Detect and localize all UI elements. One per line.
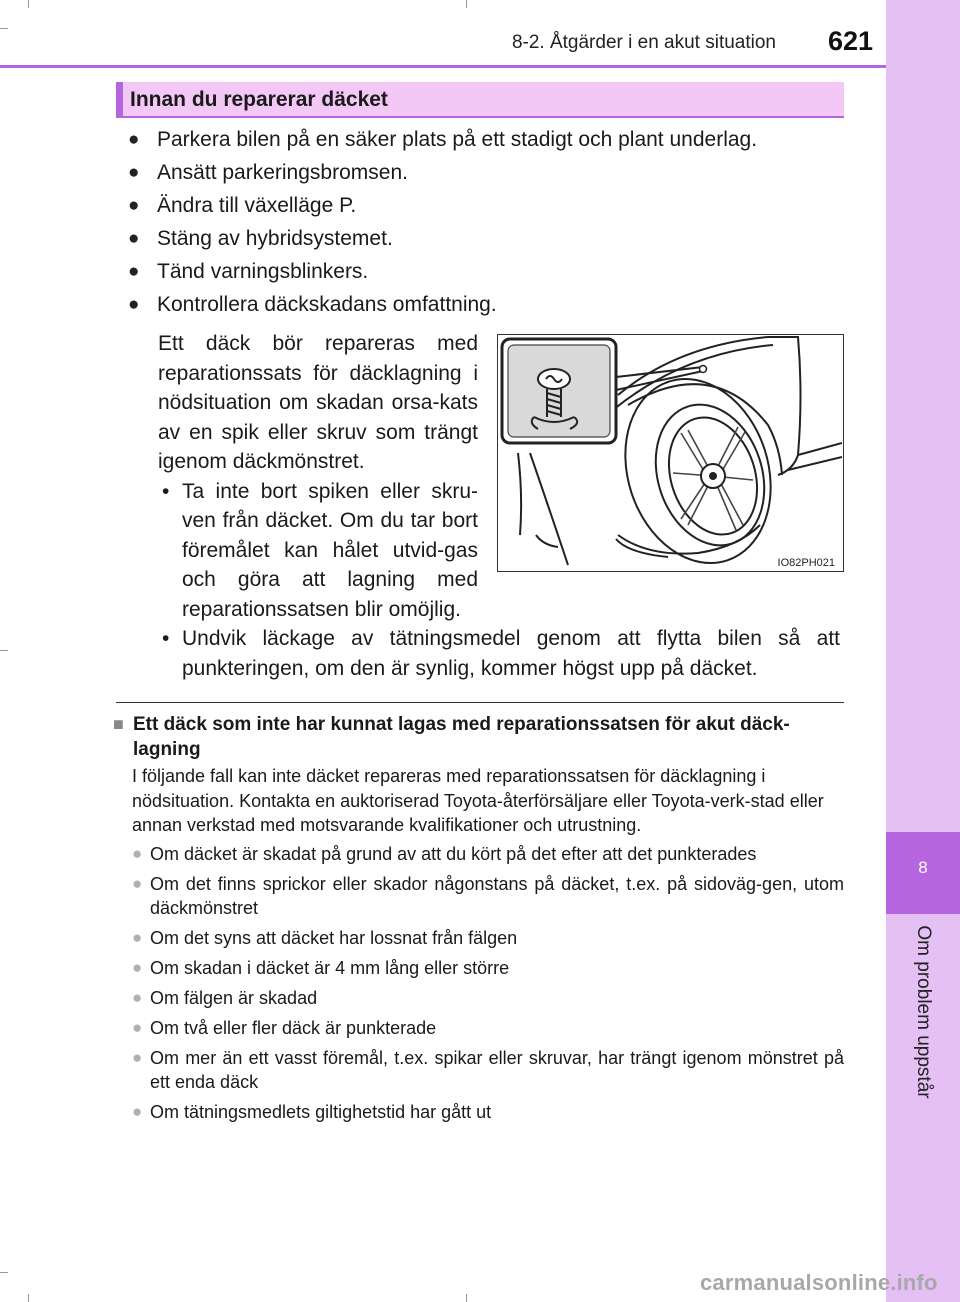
- list-item: [128, 192, 848, 225]
- page-number: 621: [828, 26, 874, 56]
- list-item-text: Om tätningsmedlets giltighetstid har gått ut: [150, 1102, 492, 1122]
- list-item-text: Ansätt parkeringsbromsen.: [157, 161, 408, 184]
- list-item: [128, 258, 848, 291]
- tire-drawing: [498, 335, 842, 570]
- sub-bullet: [158, 477, 478, 625]
- section-title: Innan du reparerar däcket: [130, 88, 388, 111]
- crop-mark: [0, 28, 8, 29]
- section-header: [116, 82, 844, 118]
- list-item-text: Om fälgen är skadad: [150, 988, 318, 1008]
- list-item-text: Om däcket är skadat på grund av att du kört på det efter att det punkterades: [150, 844, 757, 864]
- crop-mark: [466, 1294, 467, 1302]
- chapter-label: Om problem uppstår: [913, 925, 934, 1099]
- list-item-text: Om skadan i däcket är 4 mm lång eller större: [150, 958, 510, 978]
- bullet-icon: ●: [132, 1018, 143, 1037]
- list-item: [132, 986, 844, 1010]
- crop-mark: [0, 1272, 8, 1273]
- bullet-icon: ●: [132, 958, 143, 977]
- list-item: [132, 1016, 844, 1040]
- list-item-text: Kontrollera däckskadans omfattning.: [157, 293, 497, 316]
- list-item: [128, 291, 848, 324]
- list-item-text: Om mer än ett vasst föremål, t.ex. spikar eller skruvar, har trängt igenom mönstret på ett enda däck: [150, 1048, 844, 1092]
- condition-list: [132, 842, 844, 1130]
- crop-mark: [0, 650, 8, 651]
- bullet-icon: ●: [128, 162, 140, 183]
- list-item-text: Stäng av hybridsystemet.: [157, 227, 393, 250]
- section-header-bar: [116, 82, 123, 116]
- bullet-icon: ●: [128, 261, 140, 282]
- crop-mark: [28, 1294, 29, 1302]
- bullet-icon: ●: [132, 988, 143, 1007]
- bullet-icon: ●: [128, 129, 140, 150]
- header-title: 8-2. Åtgärder i en akut situation: [511, 32, 776, 53]
- square-marker-icon: ■: [113, 714, 124, 734]
- crop-mark: [28, 0, 29, 8]
- bullet-icon: ●: [132, 928, 143, 947]
- list-item-text: Tänd varningsblinkers.: [157, 260, 369, 283]
- list-item-text: Om det finns sprickor eller skador någonstans på däcket, t.ex. på sidoväg-gen, utom däckmönstret: [150, 874, 844, 918]
- sub-bullet-text: Undvik läckage av tätningsmedel genom att flytta bilen så att punkteringen, om den är synlig, kommer högst upp på däcket.: [182, 627, 840, 680]
- precaution-list: [128, 126, 848, 324]
- list-item-text: Om två eller fler däck är punkterade: [150, 1018, 437, 1038]
- chapter-number: 8: [918, 858, 928, 877]
- bullet-icon: ●: [128, 228, 140, 249]
- list-item: [132, 842, 844, 866]
- repair-paragraph: Ett däck bör repareras med reparationssats för däcklagning i nödsituation om skadan orsa-kats av en spik eller skruv som trängt igenom däckmönstret.: [158, 332, 478, 473]
- bullet-icon: ●: [132, 1048, 143, 1067]
- bullet-icon: ●: [132, 874, 143, 893]
- side-tab-strip: [886, 0, 960, 1302]
- header-rule: [0, 65, 886, 68]
- info-heading: [113, 712, 846, 762]
- list-item: [128, 159, 848, 192]
- list-item: [128, 126, 848, 159]
- watermark: carmanualsonline.info: [700, 1270, 938, 1295]
- crop-mark: [466, 0, 467, 8]
- figure-code: IO82PH021: [777, 557, 835, 569]
- bullet-icon: ●: [132, 1102, 143, 1121]
- sub-bullet-icon: •: [162, 479, 170, 503]
- sub-bullet-icon: •: [162, 627, 170, 650]
- repair-paragraph-block: [158, 329, 478, 624]
- list-item: [132, 872, 844, 920]
- list-item: [132, 1046, 844, 1094]
- list-item: [132, 926, 844, 950]
- info-paragraph: I följande fall kan inte däcket repareras med reparationssatsen för däcklagning i nödsituation. Kontakta en auktoriserad Toyota-återförsäljare eller Toyota-verk-stad eller annan verkstad med motsvarande kvalifikationer och utrustning.: [132, 766, 824, 835]
- flat-tire-illustration: [497, 334, 844, 572]
- list-item-text: Om det syns att däcket har lossnat från fälgen: [150, 928, 518, 948]
- sub-bullet: [158, 624, 840, 683]
- bullet-icon: ●: [132, 844, 143, 863]
- section-divider: [116, 702, 844, 703]
- list-item: [132, 956, 844, 980]
- list-item-text: Parkera bilen på en säker plats på ett stadigt och plant underlag.: [157, 128, 758, 151]
- bullet-icon: ●: [128, 195, 140, 216]
- info-heading-text: Ett däck som inte har kunnat lagas med reparationssatsen för akut däck-lagning: [133, 714, 790, 760]
- list-item: [132, 1100, 844, 1124]
- sub-bullet-text: Ta inte bort spiken eller skru-ven från däcket. Om du tar bort föremålet kan hålet utvid-gas och göra att lagning med reparationssatsen blir omöjlig.: [182, 479, 478, 621]
- list-item: [128, 225, 848, 258]
- bullet-icon: ●: [128, 294, 140, 315]
- list-item-text: Ändra till växelläge P.: [157, 194, 357, 217]
